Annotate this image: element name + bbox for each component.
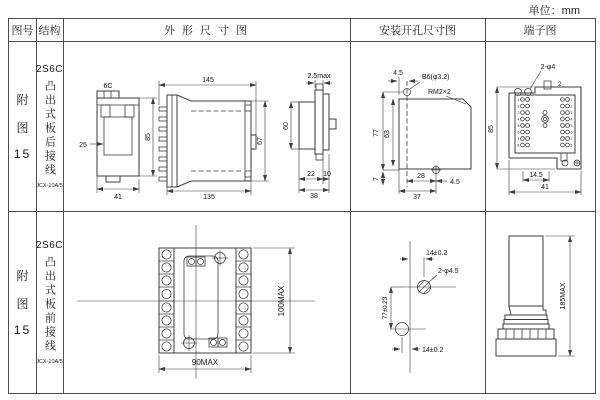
labels [488, 64, 581, 195]
svg-text:3: 3 [570, 110, 573, 115]
model-label: 2S6C [36, 63, 64, 75]
dim-left-inner: 63 [384, 130, 391, 138]
svg-text:5: 5 [570, 123, 573, 128]
dim-side-left: 25 [79, 142, 87, 149]
hole-spec-label: 2-φ4 [540, 64, 556, 71]
figure-number-row1: 附 图 15 [13, 93, 32, 161]
wiring-type-label: 凸出式板后接线 [43, 79, 56, 178]
wiring-type-label: 凸出式板前接线 [43, 255, 56, 354]
outline-drawing-back-wiring [63, 41, 350, 211]
dim-left-outer: 77 [373, 129, 380, 137]
thread-spec-label: RM2×2 [428, 89, 451, 96]
dim-side-right: 85 [145, 133, 152, 141]
dim-front-bottom: 135 [203, 194, 215, 201]
dim-top-offset: 4.5 [393, 70, 403, 77]
figure-number-row2: 附 图 15 [13, 269, 32, 337]
svg-text:6: 6 [517, 130, 520, 135]
side-view [79, 83, 157, 201]
dim-right: 185MAX [560, 282, 567, 310]
svg-text:7: 7 [570, 136, 573, 141]
hole-spec-label: 2-φ4.5 [438, 268, 459, 275]
structure-row2 [36, 211, 63, 393]
dim-front-right: 67 [257, 137, 264, 145]
header-figure-col: 图号 [11, 25, 34, 37]
svg-text:8: 8 [517, 143, 520, 148]
dim-rear-left: 60 [283, 122, 290, 130]
dim-rear-top: 2.5max [307, 73, 331, 80]
labels [159, 248, 295, 373]
svg-text:3: 3 [517, 110, 520, 115]
product-label: JCX-10A/5 [36, 358, 63, 365]
terminal-diagram-front-wiring [485, 211, 595, 393]
header-terminal-col: 端子图 [523, 25, 557, 37]
product-label: JCX-10A/5 [36, 182, 63, 189]
dim-bottom-total: 41 [541, 184, 549, 191]
dim-bottom-right: 4.5 [450, 179, 460, 186]
model-label: 2S6C [36, 239, 64, 251]
header-mounting-col: 安装开孔尺寸图 [379, 25, 456, 37]
dim-bottom-inner: 14.5 [529, 172, 543, 179]
svg-text:5: 5 [517, 123, 520, 128]
dim-rear-b2: 10 [323, 171, 331, 178]
svg-text:2: 2 [570, 104, 573, 109]
header-outline-col: 外 形 尺 寸 图 [163, 25, 250, 37]
dim-bottom-total: 37 [413, 194, 421, 201]
svg-text:6: 6 [570, 130, 573, 135]
rear-view [283, 73, 336, 200]
labels [382, 250, 459, 354]
unit-label: 单位：mm [528, 5, 580, 17]
outline-drawing-front-wiring [63, 211, 350, 393]
dim-bottom-offset: 7 [373, 177, 380, 181]
svg-text:1: 1 [517, 97, 520, 102]
svg-text:1: 1 [570, 97, 573, 102]
dim-side-top: 6C [103, 83, 113, 90]
terminal-diagram-back-wiring [485, 41, 595, 211]
svg-text:8: 8 [570, 143, 573, 148]
header-structure-col: 结构 [38, 25, 61, 37]
mounting-drawing-front-wiring [350, 211, 485, 393]
svg-text:4: 4 [570, 117, 573, 122]
dimension-table [8, 18, 596, 394]
hole-spec-label: B6(φ3.2) [422, 74, 450, 81]
panel-cutout [399, 81, 471, 187]
dim-rear-b3: 38 [310, 193, 318, 200]
dim-bottom: 14±0.2 [422, 347, 444, 354]
dim-left: 77±0.23 [382, 296, 389, 320]
svg-text:7: 7 [517, 136, 520, 141]
relay-in-socket-side [496, 236, 556, 356]
tab-number: 2 [558, 81, 562, 88]
labels [373, 70, 466, 201]
dim-bottom: 90MAX [191, 358, 219, 367]
structure-row1 [36, 41, 63, 211]
front-view [159, 77, 269, 201]
labels [545, 236, 575, 356]
dim-top: 14±0.2 [426, 250, 448, 257]
mounting-drawing-back-wiring [350, 41, 485, 211]
dim-left: 85 [488, 125, 495, 133]
svg-text:2: 2 [517, 104, 520, 109]
svg-text:4: 4 [517, 117, 520, 122]
dim-front-top: 145 [202, 77, 214, 84]
dim-bottom-inner: 28 [417, 173, 425, 180]
dim-side-bottom: 41 [114, 194, 122, 201]
dim-rear-b1: 22 [307, 171, 315, 178]
dim-right: 100MAX [277, 285, 286, 317]
